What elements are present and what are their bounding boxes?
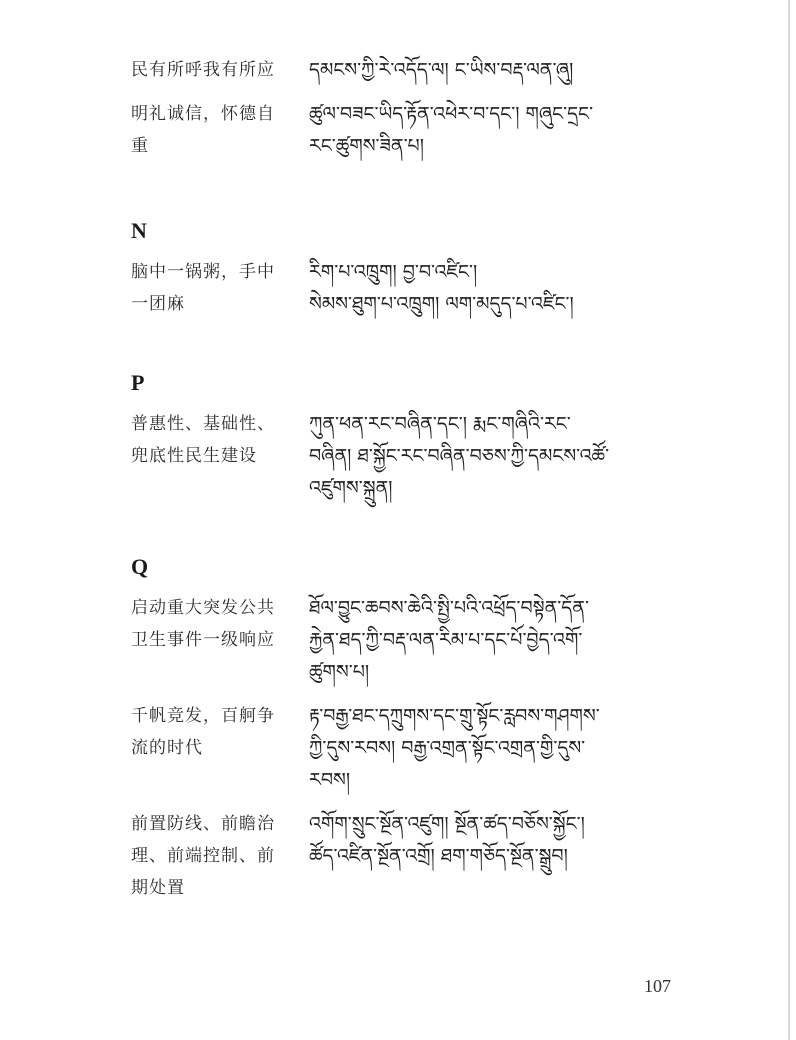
glossary-entry [131,256,691,320]
page-edge-rule [788,0,790,1040]
tibetan-translation: རྟ་བརྒྱ་ཐང་དཀྲུགས་དང་གྲུ་སྟོང་རླབས་གཤགས་ ཀྱི་དུས་རབས། བརྒྱ་འགྲན་སྟོང་འགྲན་གྱི་དུས་ རབས། [309,705,600,791]
glossary-entry [131,54,691,86]
glossary-entry [131,592,691,688]
glossary-page [131,54,691,916]
tibetan-translation: ཀུན་ཕན་རང་བཞིན་དང་། རྨང་གཞིའི་རང་ བཞིན། ཐ་སྐྱོང་རང་བཞིན་བཅས་ཀྱི་དམངས་འཚོ་ འཛུགས་སྐྲུན། [309,413,610,499]
tibetan-translation: རིག་པ་འཁྲུག། བྱ་བ་འཛིང་། སེམས་ཐུག་པ་འཁྲུག། ལག་མདུད་པ་འཛིང་། [309,261,574,315]
glossary-entry [131,808,691,904]
section-letter-q: Q [131,554,149,579]
chinese-term: 民有所呼我有所应 [131,60,275,80]
chinese-term: 明礼诚信，怀德自 重 [131,104,275,156]
tibetan-translation: ཐོལ་བྱུང་ཆབས་ཆེའི་སྤྱི་པའི་འཕྲོད་བསྟེན་དོན་ རྐྱེན་ཐད་ཀྱི་བརྡ་ལན་རིམ་པ་དང་པོ་བྱེད་འགོ་ ཚུགས་པ། [309,597,589,683]
section-letter-p: P [131,370,145,395]
tibetan-translation: ཚུལ་བཟང་ཡིད་རྟོན་འཕེར་བ་དང་། གཞུང་དྲང་ རང་ཚུགས་ཟིན་པ། [309,103,594,157]
section-letter-n: N [131,218,147,243]
chinese-term: 千帆竞发，百舸争 流的时代 [131,706,275,758]
chinese-term: 普惠性、基础性、 兜底性民生建设 [131,414,275,466]
chinese-term: 启动重大突发公共 卫生事件一级响应 [131,598,275,650]
tibetan-translation: དམངས་ཀྱི་རེ་འདོད་ལ། ང་ཡིས་བརྡ་ལན་ཞུ། [309,59,574,81]
page-number: 107 [644,976,671,996]
glossary-entry [131,408,691,504]
chinese-term: 前置防线、前瞻治 理、前端控制、前 期处置 [131,814,275,898]
glossary-entry [131,700,691,796]
chinese-term: 脑中一锅粥，手中 一团麻 [131,262,275,314]
glossary-entry [131,98,691,162]
tibetan-translation: འགོག་སྲུང་སྔོན་འཛུག། སྔོན་ཚད་བཅོས་སྐྱོང་། ཚོད་འཛིན་སྔོན་འགྲོ། ཐག་གཅོད་སྔོན་སྒྲུབ། [309,813,585,867]
